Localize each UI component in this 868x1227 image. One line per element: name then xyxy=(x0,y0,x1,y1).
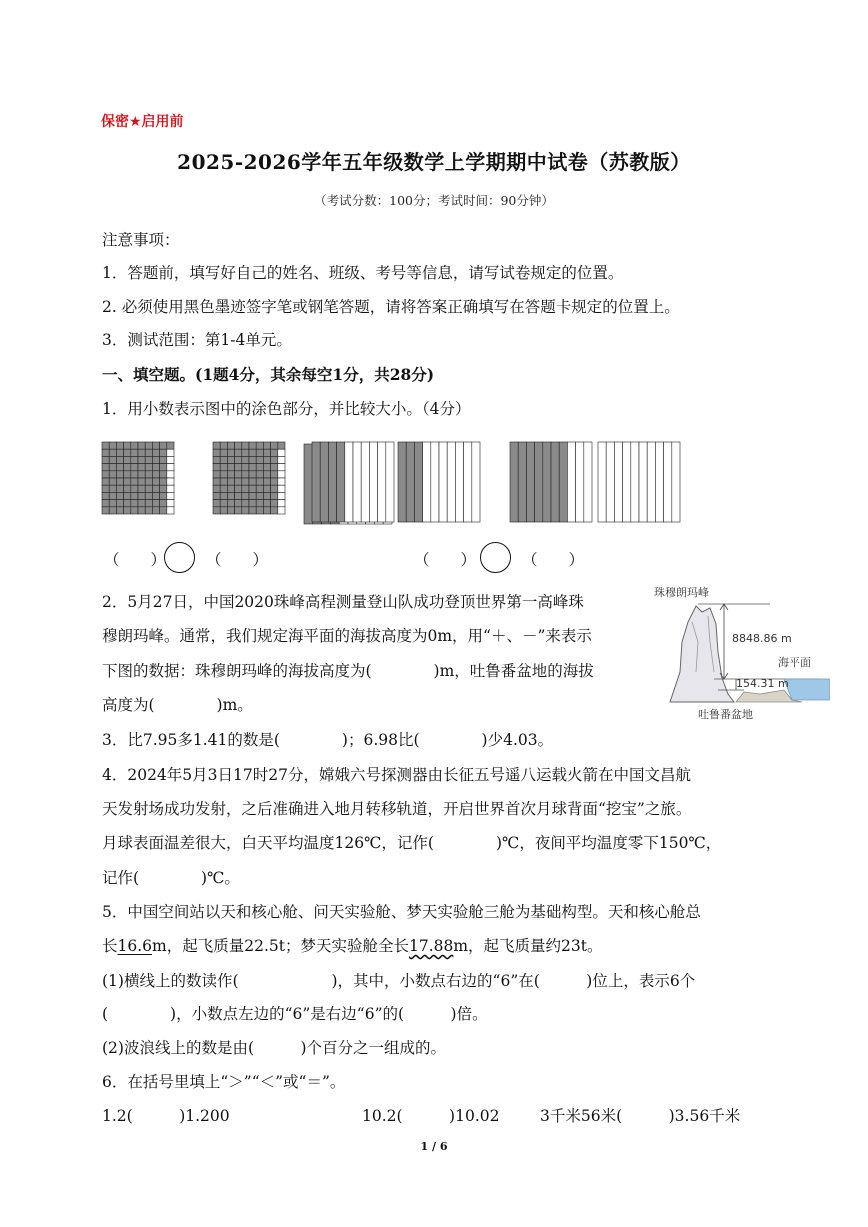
grid-cell xyxy=(167,464,174,471)
grid-cell xyxy=(102,507,109,514)
grid-cell xyxy=(263,449,270,456)
note-item: 2. 必须使用黑色墨迹签字笔或钢笔答题，请将答案正确填写在答题卡规定的位置上。 xyxy=(102,298,680,316)
strip-cell xyxy=(606,442,614,522)
grid-cell xyxy=(160,492,167,499)
grid-cell xyxy=(138,485,145,492)
grid-cell xyxy=(131,456,138,463)
grid-cell xyxy=(242,500,249,507)
grid-cell xyxy=(220,464,227,471)
grid-cell xyxy=(242,464,249,471)
grid-cell xyxy=(263,507,270,514)
grid-cell xyxy=(278,507,285,514)
grid-cell xyxy=(227,500,234,507)
strip-cell xyxy=(328,442,336,522)
grid-cell xyxy=(152,500,159,507)
grid-cell xyxy=(131,471,138,478)
question-5-sub1: (1)横线上的数读作( )，其中，小数点右边的“6”在( )位上，表示6个 xyxy=(102,972,696,990)
note-item: 1．答题前，填写好自己的姓名、班级、考号等信息，请写试卷规定的位置。 xyxy=(102,264,624,282)
grid-cell xyxy=(235,464,242,471)
grid-cell xyxy=(256,485,263,492)
grid-cell xyxy=(213,485,220,492)
grid-cell xyxy=(167,485,174,492)
grid-cell xyxy=(152,507,159,514)
grid-cell xyxy=(145,442,152,449)
notes-heading: 注意事项： xyxy=(102,231,180,249)
grid-cell xyxy=(116,492,123,499)
compare-circle[interactable] xyxy=(480,542,511,573)
grid-cell xyxy=(167,471,174,478)
grid-cell xyxy=(152,471,159,478)
grid-cell xyxy=(213,507,220,514)
question-5 xyxy=(102,934,603,956)
grid-cell xyxy=(152,478,159,485)
height-label: 8848.86 m xyxy=(732,632,792,645)
grid-cell xyxy=(263,464,270,471)
strip-cell xyxy=(543,442,551,522)
grid-cell xyxy=(131,478,138,485)
grid-cell xyxy=(235,492,242,499)
grid-cell xyxy=(220,500,227,507)
grid-cell xyxy=(227,478,234,485)
grid-cell xyxy=(263,500,270,507)
page-title: 2025-2026学年五年级数学上学期期中试卷（苏教版） xyxy=(177,150,691,174)
grid-cell xyxy=(124,442,131,449)
comparison-item: 3千米56米( )3.56千米 xyxy=(540,1107,741,1125)
grid-cell xyxy=(235,471,242,478)
grid-cell xyxy=(242,456,249,463)
confidential-mark: 保密★启用前 xyxy=(101,114,184,130)
grid-cell xyxy=(256,492,263,499)
strip-cell xyxy=(464,442,472,522)
strip-cell xyxy=(664,442,672,522)
grid-cell xyxy=(213,478,220,485)
question-5-sub2: (2)波浪线上的数是由( )个百分之一组成的。 xyxy=(102,1039,447,1057)
grid-cell xyxy=(278,442,285,449)
grid-cell xyxy=(278,464,285,471)
grid-cell xyxy=(102,449,109,456)
grid-cell xyxy=(145,507,152,514)
grid-cell xyxy=(249,507,256,514)
grid-cell xyxy=(116,471,123,478)
grid-cell xyxy=(249,478,256,485)
strip-cell xyxy=(584,442,592,522)
grid-cell xyxy=(138,478,145,485)
strip-cell xyxy=(631,442,639,522)
exam-info: （考试分数：100分；考试时间：90分钟） xyxy=(314,193,554,208)
grid-cell xyxy=(167,449,174,456)
grid-cell xyxy=(278,456,285,463)
grid-cell xyxy=(220,507,227,514)
question-4: 记作( )℃。 xyxy=(102,869,240,887)
grid-cell xyxy=(256,471,263,478)
grid-cell xyxy=(242,442,249,449)
grid-cell xyxy=(220,456,227,463)
grid-cell xyxy=(160,456,167,463)
question-2: 穆朗玛峰。通常，我们规定海平面的海拔高度为0m，用“＋、－”来表示 xyxy=(102,627,592,645)
strip-cell xyxy=(576,442,584,522)
grid-cell xyxy=(138,449,145,456)
strip-cell xyxy=(518,442,526,522)
grid-cell xyxy=(278,485,285,492)
grid-cell xyxy=(227,449,234,456)
grid-cell xyxy=(152,442,159,449)
answer-blank[interactable]: （ ） xyxy=(522,551,585,569)
strip-cell xyxy=(535,442,543,522)
grid-cell xyxy=(271,456,278,463)
question-2: 高度为( )m。 xyxy=(102,696,253,714)
grid-cell xyxy=(220,471,227,478)
strip-cell xyxy=(559,442,567,522)
grid-cell xyxy=(278,492,285,499)
question-4: 4．2024年5月3日17时27分，嫦娥六号探测器由长征五号遥八运载火箭在中国文昌航 xyxy=(102,766,691,784)
grid-cell xyxy=(167,478,174,485)
grid-cell xyxy=(152,485,159,492)
strip-cell xyxy=(353,442,361,522)
grid-cell xyxy=(220,442,227,449)
comparison-item: 10.2( )10.02 xyxy=(362,1107,500,1125)
grid-cell xyxy=(242,492,249,499)
answer-blank[interactable]: （ ） xyxy=(206,551,269,569)
strip-cell xyxy=(345,442,353,522)
grid-cell xyxy=(160,449,167,456)
grid-cell xyxy=(131,500,138,507)
grid-cell xyxy=(109,449,116,456)
grid-cell xyxy=(220,449,227,456)
grid-cell xyxy=(256,456,263,463)
grid-cell xyxy=(242,507,249,514)
strip-cell xyxy=(312,442,320,522)
question-4: 天发射场成功发射，之后准确进入地月转移轨道，开启世界首次月球背面“挖宝”之旅。 xyxy=(102,800,692,818)
grid-cell xyxy=(227,471,234,478)
grid-cell xyxy=(131,492,138,499)
grid-cell xyxy=(213,500,220,507)
grid-cell xyxy=(116,449,123,456)
grid-cell xyxy=(131,449,138,456)
strip-cell xyxy=(647,442,655,522)
grid-cell xyxy=(213,464,220,471)
depth-label: 154.31 m xyxy=(736,677,789,690)
grid-cell xyxy=(116,507,123,514)
grid-cell xyxy=(249,449,256,456)
strip-cell xyxy=(439,442,447,522)
grid-cell xyxy=(102,492,109,499)
grid-cell xyxy=(145,449,152,456)
grid-cell xyxy=(131,442,138,449)
decimal-grids-figure xyxy=(0,438,868,528)
grid-cell xyxy=(145,485,152,492)
note-item: 3．测试范围：第1-4单元。 xyxy=(102,331,292,349)
grid-cell xyxy=(160,464,167,471)
grid-cell xyxy=(213,456,220,463)
grid-cell xyxy=(227,464,234,471)
grid-cell xyxy=(145,478,152,485)
grid-cell xyxy=(160,500,167,507)
section-heading: 一、填空题。(1题4分，其余每空1分，共28分) xyxy=(102,365,435,384)
grid-cell xyxy=(213,442,220,449)
grid-cell xyxy=(109,478,116,485)
grid-cell xyxy=(109,500,116,507)
grid-cell xyxy=(109,492,116,499)
sea-level-label: 海平面 xyxy=(778,656,811,669)
text-span: m，起飞质量约23t。 xyxy=(453,937,603,955)
grid-cell xyxy=(138,507,145,514)
grid-cell xyxy=(235,485,242,492)
grid-cell xyxy=(271,449,278,456)
grid-cell xyxy=(167,507,174,514)
strip-cell xyxy=(567,442,575,522)
grid-cell xyxy=(102,456,109,463)
grid-cell xyxy=(242,485,249,492)
grid-cell xyxy=(271,471,278,478)
grid-cell xyxy=(102,471,109,478)
grid-cell xyxy=(235,442,242,449)
strip-cell xyxy=(639,442,647,522)
grid-cell xyxy=(152,456,159,463)
grid-cell xyxy=(160,442,167,449)
question-1: 1．用小数表示图中的涂色部分，并比较大小。（4分） xyxy=(102,400,471,418)
strip-cell xyxy=(598,442,606,522)
grid-cell xyxy=(109,471,116,478)
comparison-item: 1.2( )1.200 xyxy=(102,1107,230,1125)
grid-cell xyxy=(249,456,256,463)
grid-cell xyxy=(145,456,152,463)
strip-cell xyxy=(672,442,680,522)
grid-cell xyxy=(256,507,263,514)
grid-cell xyxy=(116,485,123,492)
strip-cell xyxy=(320,442,328,522)
grid-cell xyxy=(116,456,123,463)
grid-cell xyxy=(263,485,270,492)
grid-cell xyxy=(227,442,234,449)
grid-cell xyxy=(109,507,116,514)
grid-cell xyxy=(278,500,285,507)
grid-cell xyxy=(138,500,145,507)
question-3: 3．比7.95多1.41的数是( )；6.98比( )少4.03。 xyxy=(102,731,554,749)
peak-label: 珠穆朗玛峰 xyxy=(654,586,709,599)
grid-cell xyxy=(271,507,278,514)
grid-cell xyxy=(278,471,285,478)
strip-cell xyxy=(551,442,559,522)
grid-cell xyxy=(109,456,116,463)
grid-cell xyxy=(263,471,270,478)
grid-cell xyxy=(160,478,167,485)
grid-cell xyxy=(256,478,263,485)
grid-cell xyxy=(167,456,174,463)
grid-cell xyxy=(167,492,174,499)
grid-cell xyxy=(131,464,138,471)
grid-cell xyxy=(145,471,152,478)
grid-cell xyxy=(271,485,278,492)
grid-cell xyxy=(145,492,152,499)
grid-cell xyxy=(235,500,242,507)
grid-cell xyxy=(167,442,174,449)
compare-circle[interactable] xyxy=(164,542,195,573)
strip-cell xyxy=(423,442,431,522)
altitude-diagram xyxy=(652,582,830,724)
grid-cell xyxy=(116,478,123,485)
grid-cell xyxy=(116,442,123,449)
grid-cell xyxy=(167,500,174,507)
grid-cell xyxy=(213,449,220,456)
grid-cell xyxy=(256,442,263,449)
grid-cell xyxy=(145,500,152,507)
answer-blank[interactable]: （ ） xyxy=(104,551,167,569)
grid-cell xyxy=(116,500,123,507)
strip-cell xyxy=(455,442,463,522)
grid-cell xyxy=(213,471,220,478)
strip-cell xyxy=(369,442,377,522)
strip-cell xyxy=(386,442,394,522)
grid-cell xyxy=(131,485,138,492)
question-2: 2．5月27日，中国2020珠峰高程测量登山队成功登顶世界第一高峰珠 xyxy=(102,593,584,611)
question-2: 下图的数据：珠穆朗玛峰的海拔高度为( )m，吐鲁番盆地的海拔 xyxy=(102,662,594,680)
page-number: 1 / 6 xyxy=(420,1140,448,1153)
grid-cell xyxy=(256,449,263,456)
grid-cell xyxy=(160,485,167,492)
grid-cell xyxy=(160,471,167,478)
grid-cell xyxy=(242,478,249,485)
question-6: 6．在括号里填上“＞”“＜”或“＝”。 xyxy=(102,1073,346,1091)
strip-cell xyxy=(406,442,414,522)
grid-cell xyxy=(124,492,131,499)
grid-cell xyxy=(124,478,131,485)
grid-cell xyxy=(249,485,256,492)
strip-cell xyxy=(447,442,455,522)
grid-cell xyxy=(124,500,131,507)
grid-cell xyxy=(263,492,270,499)
grid-cell xyxy=(138,464,145,471)
grid-cell xyxy=(271,464,278,471)
strip-cell xyxy=(378,442,386,522)
grid-cell xyxy=(256,464,263,471)
grid-cell xyxy=(124,456,131,463)
grid-cell xyxy=(227,507,234,514)
strip-cell xyxy=(337,442,345,522)
underlined-number: 16.6 xyxy=(117,937,153,955)
grid-cell xyxy=(235,507,242,514)
grid-cell xyxy=(109,485,116,492)
strip-cell xyxy=(510,442,518,522)
grid-cell xyxy=(138,456,145,463)
grid-cell xyxy=(124,464,131,471)
grid-cell xyxy=(271,492,278,499)
grid-cell xyxy=(249,442,256,449)
grid-cell xyxy=(131,507,138,514)
strip-cell xyxy=(414,442,422,522)
grid-cell xyxy=(249,464,256,471)
grid-cell xyxy=(271,500,278,507)
grid-cell xyxy=(235,449,242,456)
grid-cell xyxy=(263,478,270,485)
grid-cell xyxy=(152,492,159,499)
grid-cell xyxy=(256,500,263,507)
strip-cell xyxy=(431,442,439,522)
grid-cell xyxy=(102,500,109,507)
grid-cell xyxy=(271,478,278,485)
question-4: 月球表面温差很大，白天平均温度126℃，记作( )℃，夜间平均温度零下150℃， xyxy=(102,834,722,852)
grid-cell xyxy=(213,492,220,499)
grid-cell xyxy=(124,485,131,492)
basin-label: 吐鲁番盆地 xyxy=(698,708,753,721)
grid-cell xyxy=(249,492,256,499)
grid-cell xyxy=(220,485,227,492)
grid-cell xyxy=(124,507,131,514)
grid-cell xyxy=(152,464,159,471)
grid-cell xyxy=(278,478,285,485)
grid-cell xyxy=(227,456,234,463)
grid-cell xyxy=(102,485,109,492)
wavy-number: 17.88 xyxy=(408,937,454,955)
grid-cell xyxy=(220,492,227,499)
grid-cell xyxy=(278,449,285,456)
grid-cell xyxy=(102,478,109,485)
grid-cell xyxy=(242,449,249,456)
grid-cell xyxy=(271,442,278,449)
grid-cell xyxy=(263,442,270,449)
strip-cell xyxy=(361,442,369,522)
strip-cell xyxy=(398,442,406,522)
grid-cell xyxy=(263,456,270,463)
grid-cell xyxy=(249,471,256,478)
strip-cell xyxy=(472,442,480,522)
grid-cell xyxy=(160,507,167,514)
grid-cell xyxy=(138,442,145,449)
grid-cell xyxy=(249,500,256,507)
strip-cell xyxy=(526,442,534,522)
strip-cell xyxy=(623,442,631,522)
strip-cell xyxy=(304,444,313,524)
strip-cell xyxy=(655,442,663,522)
grid-cell xyxy=(220,478,227,485)
grid-cell xyxy=(227,492,234,499)
question-5: 5．中国空间站以天和核心舱、问天实验舱、梦天实验舱三舱为基础构型。天和核心舱总 xyxy=(102,903,701,921)
question-5-sub1: ( )，小数点左边的“6”是右边“6”的( )倍。 xyxy=(102,1005,488,1023)
grid-cell xyxy=(242,471,249,478)
grid-cell xyxy=(102,442,109,449)
text-span: m，起飞质量22.5t；梦天实验舱全长 xyxy=(152,937,409,955)
grid-cell xyxy=(152,449,159,456)
grid-cell xyxy=(138,492,145,499)
grid-cell xyxy=(235,478,242,485)
grid-cell xyxy=(109,442,116,449)
grid-cell xyxy=(235,456,242,463)
answer-blank[interactable]: （ ） xyxy=(414,551,477,569)
strip-cell xyxy=(614,442,622,522)
text-span: 长 xyxy=(102,937,118,955)
grid-cell xyxy=(227,485,234,492)
grid-cell xyxy=(124,471,131,478)
grid-cell xyxy=(124,449,131,456)
grid-cell xyxy=(145,464,152,471)
grid-cell xyxy=(102,464,109,471)
grid-cell xyxy=(116,464,123,471)
grid-cell xyxy=(138,471,145,478)
grid-cell xyxy=(109,464,116,471)
